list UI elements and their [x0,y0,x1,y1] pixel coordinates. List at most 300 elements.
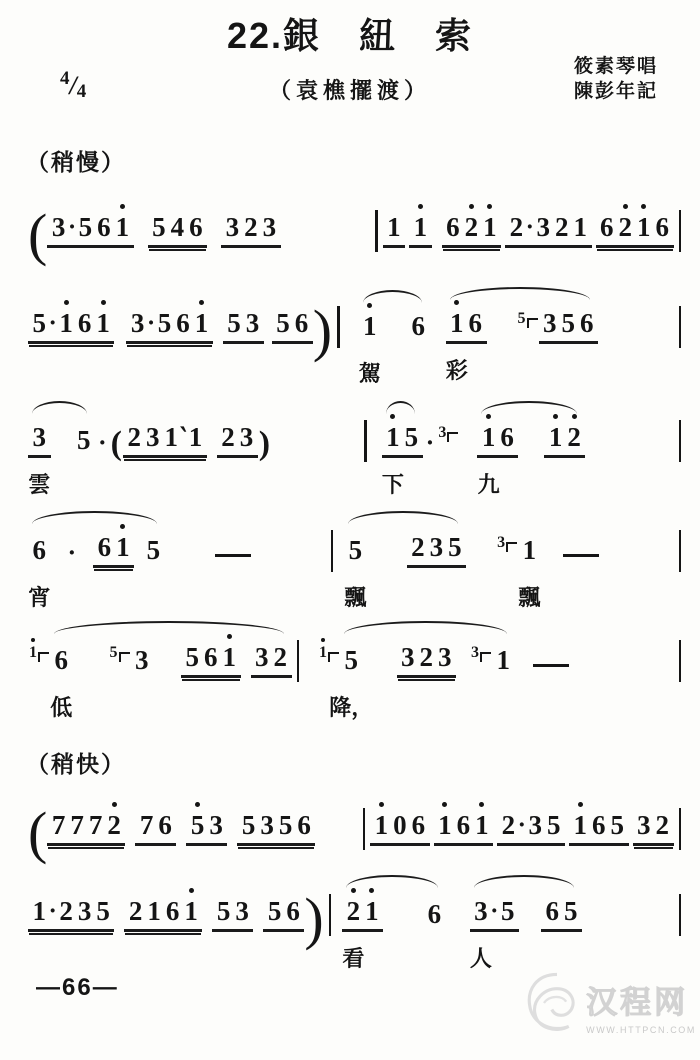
note [656,203,670,242]
note [574,801,588,840]
octave-dot-mark [442,802,447,807]
beam-group [263,887,304,932]
beam-group [469,887,519,971]
note [135,636,149,675]
note [497,636,511,675]
note-value: 5 [152,212,166,242]
octave-dot-mark [199,300,204,305]
note-value: 2 [346,896,361,926]
note [344,526,367,610]
duration-dash [563,554,599,558]
note-value: 3 [262,212,277,242]
note [501,887,515,926]
beam-group [223,299,264,344]
note-value: 3 [474,896,488,926]
note [33,299,47,338]
grace-note [438,418,458,441]
note-value: 6 [294,308,309,338]
note [226,203,240,242]
note [428,890,442,929]
note-value: 6 [158,810,172,840]
note [365,887,379,926]
note-value: 1 [116,532,130,562]
note [438,801,452,840]
note [28,413,51,497]
note [147,299,155,338]
note-value: 2 [509,212,524,242]
note-value: 5 [564,896,578,926]
note [469,299,483,338]
note-value: 5 [610,810,624,840]
note-value: 6 [592,810,606,840]
grace-note-column [438,418,446,441]
note-value: 5 [216,896,231,926]
note-value: 5 [77,425,91,455]
watermark [518,964,696,1047]
note [279,801,293,840]
note [140,801,154,840]
note [574,203,588,242]
beam-group [212,887,253,932]
beam-group [28,887,114,932]
note-value: 1 [222,642,236,672]
note [546,887,560,926]
note [49,299,57,338]
note-value: · [67,214,77,241]
beam-group [358,302,382,386]
credit-singer: 筱素琴唱 [573,56,658,77]
note [411,523,425,562]
note-value: 3 [239,422,254,452]
beam-group [237,801,315,846]
music-line-7 [28,874,686,971]
barline [679,894,682,936]
slur-group [469,873,582,971]
note [268,887,282,926]
note-value: · [525,214,534,241]
beam-group [148,203,208,248]
beam-group [28,299,114,344]
note-value: 1 [188,422,203,452]
note [176,299,190,338]
note-value: 3 [77,896,92,926]
grace-note-column [319,638,327,661]
note [147,887,161,926]
note [477,413,500,497]
grace-note [518,304,538,327]
note-value: 1 [475,810,489,840]
barline [679,420,682,462]
note-value: 5 [501,896,515,926]
note [555,203,569,242]
note-value: 2 [244,212,258,242]
note [28,526,51,610]
note [656,801,670,840]
note [96,299,110,338]
beam-group [442,203,502,248]
octave-dot-mark [454,300,459,305]
beam-group [477,413,518,497]
lyric-text: 宵 [28,585,51,610]
note-value: 1 [387,212,401,242]
beam-group [505,203,591,248]
note-value: 1 [96,308,110,338]
octave-dot-mark [369,888,374,893]
note [204,633,218,672]
note-value: 3 [146,422,160,452]
note [611,801,625,840]
note-value: 5 [276,308,290,338]
note [89,801,103,840]
note-value: 2 [411,532,425,562]
note-value: 6 [411,810,426,840]
barline [679,306,682,348]
note [242,801,256,840]
grace-note [497,528,517,551]
music-line-1 [28,190,686,267]
note-value: 5 [561,308,576,338]
beam-group [434,801,494,846]
note [457,801,471,840]
note [276,299,290,338]
note [166,887,180,926]
beam-group [397,633,457,678]
note [78,299,92,338]
note-value: 6 [446,212,460,242]
note-value: 3 [32,422,46,452]
note [446,203,460,242]
note-value: 6 [176,308,190,338]
grace-note-column [518,304,526,327]
note-value: 1 [483,212,497,242]
grace-hook [506,542,517,552]
octave-dot-mark [195,802,200,807]
note-value: ‵ [180,424,187,451]
note [412,801,426,840]
note [401,633,415,672]
note-value: 1 [438,810,452,840]
note [181,413,187,452]
note [98,523,112,562]
octave-dot-mark [351,888,356,893]
note [246,299,260,338]
note [59,299,73,338]
music-line-3 [28,400,686,497]
note [438,633,452,672]
grace-note-column [497,528,505,551]
beam-group [28,526,51,610]
note [342,887,365,971]
note-value: 3 [245,308,260,338]
note-value: 3 [543,308,557,338]
note [469,887,492,971]
note-value: 3 [471,644,479,661]
note [393,801,407,840]
note-value: 1 [194,308,209,338]
octave-dot-mark [379,802,384,807]
note [490,887,498,926]
note [79,203,93,242]
note [191,801,205,840]
note [52,203,66,242]
beam-group [544,413,585,458]
beam-group [181,633,241,678]
note-value: 3 [637,810,651,840]
beam-group [383,203,406,248]
note-value: 6 [500,422,514,452]
lyric-text: 雲 [28,472,51,497]
note-value: 1 [29,644,37,661]
note [405,413,419,452]
note-value: 5 [109,644,118,661]
barline [297,640,300,682]
beam-group [47,801,125,846]
tempo-mark-slow: （稍慢） [26,149,126,175]
note [129,887,143,926]
beam-group [342,887,383,971]
barline [329,894,332,936]
note-value: 1 [164,422,178,452]
beam-group [50,636,73,720]
octave-dot-mark [486,414,491,419]
slur-group [358,288,430,386]
note [567,413,581,452]
beam-group [423,890,446,932]
note-value: 1 [548,422,563,452]
beam-group [518,526,541,610]
paren: ( [110,425,122,462]
note-value: 5 [241,810,256,840]
note-value: 2 [419,642,433,672]
note [186,633,200,672]
note-value: 2 [127,422,141,452]
note-value: 6 [97,212,111,242]
note [502,801,516,840]
note-value: 1 [147,896,161,926]
beam-group [381,413,423,497]
octave-dot-mark [479,802,484,807]
beam-group [221,203,281,248]
grace-hook [480,652,491,662]
big-paren: ( [28,800,48,865]
octave-dot-mark [227,634,232,639]
note-value: 1 [115,212,130,242]
lyric-text: 飄 [344,585,367,610]
note-value: 2 [655,810,669,840]
time-signature-numerator: 4 [60,68,70,89]
note-value: 1 [573,212,587,242]
note [381,413,404,497]
beam-group [541,887,582,932]
duration-dash [533,664,569,668]
music-line-5 [28,620,686,720]
note [375,801,389,840]
note-value: 1 [365,896,379,926]
grace-hook [119,652,130,662]
beam-group [407,523,467,568]
slur-group [344,509,466,610]
beam-group [28,413,51,497]
note-value: 5 [348,535,363,565]
note [448,523,462,562]
note-value: · [146,310,156,337]
octave-dot-mark [553,414,558,419]
note [158,801,172,840]
note-value: 1 [184,896,198,926]
paren: ) [258,425,271,462]
note-value: 6 [580,308,594,338]
note [500,413,514,452]
note [255,633,269,672]
page-title: 22.銀 紐 索 [226,15,474,56]
note [97,203,111,242]
note-value: 6 [297,810,311,840]
beam-group [329,636,374,720]
slur-group [477,399,585,497]
note [49,887,57,926]
note-value: 6 [54,645,68,675]
note [33,887,47,926]
note-value: · [517,812,526,839]
note [637,203,651,242]
watermark-texts [586,977,696,1035]
note-value: 6 [97,532,112,562]
note-value: 5 [146,535,161,565]
beam-group [126,299,212,344]
beam-group [217,413,258,458]
note [189,203,203,242]
note [483,203,497,242]
note-value: 2 [464,212,479,242]
note [158,299,172,338]
beam-group [124,887,202,932]
octave-dot-mark [641,204,646,209]
lyric-text: 低 [50,695,73,720]
octave-dot-mark [31,638,35,642]
note [412,302,426,341]
note [195,299,209,338]
grace-hook [328,652,339,662]
note [529,801,543,840]
note [78,887,92,926]
octave-dot-mark [487,204,492,209]
note [465,203,479,242]
beam-group [131,636,154,678]
note-value: 1 [637,212,651,242]
watermark-site-name: 汉程网 [586,984,689,1020]
note [263,203,277,242]
note-value: · [48,898,57,925]
note-value: 3 [528,810,542,840]
note [537,203,551,242]
note-value: 1 [363,311,377,341]
octave-dot-mark [572,414,577,419]
note [223,633,237,672]
note [297,801,311,840]
note-value: 3 [235,896,249,926]
note [146,413,160,452]
note [518,526,541,610]
note [221,413,235,452]
note [329,636,374,720]
lyric-text: 九 [477,472,500,497]
note [189,413,203,452]
note-value: 5 [227,308,241,338]
grace-note [319,638,339,661]
note-value: 5 [32,308,46,338]
note [549,413,563,452]
slur-group [342,873,446,971]
note [592,801,606,840]
note-value: 3 [536,212,550,242]
note [543,299,557,338]
beam-group [186,801,227,846]
note-value: 5 [96,896,110,926]
octave-dot-mark [120,524,125,529]
note-value: 6 [286,896,300,926]
note-value: 6 [600,212,614,242]
note-value: 2 [107,810,121,840]
slur-group [28,509,165,610]
note-value: 2 [501,810,516,840]
note [147,526,161,565]
lyric-text: 人 [469,946,492,971]
note-value: 1 [59,308,73,338]
note [518,801,526,840]
note [510,203,524,242]
note-value: 2 [567,422,581,452]
note-value: 2 [59,896,73,926]
big-paren: ) [312,298,333,363]
beam-group [633,801,674,846]
note [445,299,468,383]
time-signature-slash: / [69,71,77,100]
note-value: 3 [51,212,66,242]
note [70,801,84,840]
barline [679,808,682,850]
note [227,299,241,338]
beam-group [370,801,430,846]
note-value: 2 [128,896,143,926]
note [387,203,401,242]
note [244,203,258,242]
lyric-text: 彩 [445,358,468,383]
octave-dot-mark [101,300,106,305]
note-value: 3 [438,424,447,441]
barline [337,306,340,348]
octave-dot-mark [367,303,372,308]
note-value: 0 [393,810,407,840]
note-value: 6 [204,642,218,672]
note-value: 5 [278,810,293,840]
beam-group [123,413,207,458]
note [600,203,614,242]
lyric-text: 飄 [518,585,541,610]
grace-note-column [471,638,479,661]
beam-group [344,526,367,610]
note-value: 1 [386,422,400,452]
credit-transcriber: 陳彭年記 [573,81,658,102]
note-value: 7 [139,810,154,840]
octave-dot-mark [578,802,583,807]
lyric-text: 看 [342,946,365,971]
note [274,633,288,672]
note [68,203,76,242]
note [152,203,166,242]
beam-group [539,299,599,344]
note-value: 3 [438,642,452,672]
note-value: 6 [32,535,46,565]
